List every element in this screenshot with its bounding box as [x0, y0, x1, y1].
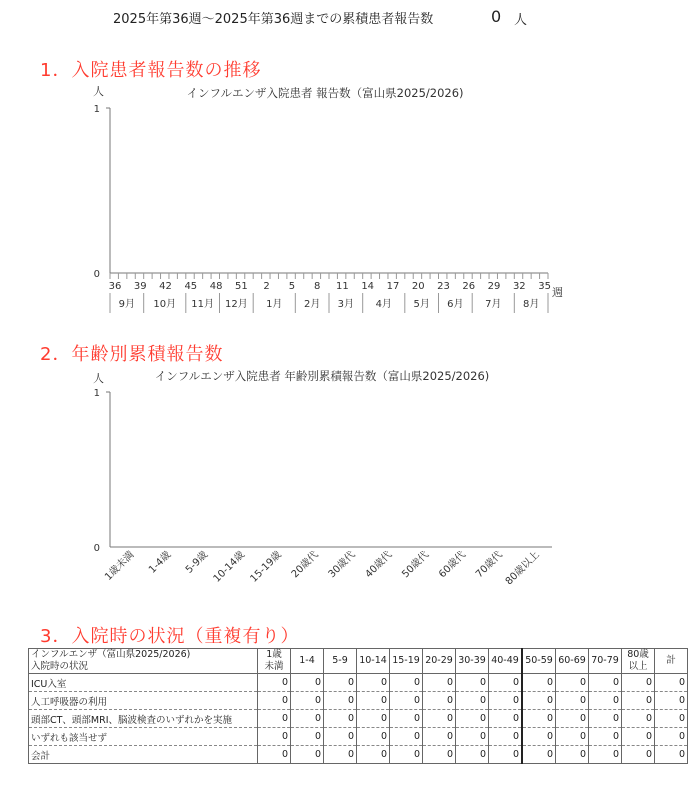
table-cell: 0 [655, 728, 688, 746]
chart1-week-label: 42 [159, 281, 172, 292]
table-cell: 0 [390, 674, 423, 692]
table-column-header: 1-4 [291, 649, 324, 674]
table-cell: 0 [423, 746, 456, 764]
row-label: ICU入室 [29, 674, 258, 692]
table-cell: 0 [324, 746, 357, 764]
chart2-category-label: 30歳代 [326, 549, 358, 581]
chart2-y-tick-label: 1 [93, 388, 100, 399]
table-cell: 0 [622, 692, 655, 710]
chart1-week-label: 36 [108, 281, 122, 292]
table-column-header: 5-9 [324, 649, 357, 674]
table-cell: 0 [556, 692, 589, 710]
chart1-month-label: 2月 [303, 299, 321, 310]
chart1-week-label: 20 [411, 281, 425, 292]
row-label: 人工呼吸器の利用 [29, 692, 258, 710]
table-cell: 0 [489, 746, 523, 764]
table-cell: 0 [423, 674, 456, 692]
table-subtitle: 入院時の状況 [31, 661, 89, 672]
table-cell: 0 [589, 728, 622, 746]
table-cell: 0 [522, 746, 556, 764]
chart2-category-label: 80歳以上 [503, 549, 542, 588]
chart2-category-label: 10-14歳 [211, 549, 248, 585]
table-cell: 0 [390, 728, 423, 746]
table-column-header: 80歳 以上 [622, 649, 655, 674]
chart2-category-label: 1歳未満 [103, 549, 137, 583]
chart1-month-label: 9月 [118, 299, 136, 310]
table-cell: 0 [489, 674, 523, 692]
table-cell: 0 [357, 674, 390, 692]
table-row [29, 674, 688, 692]
table-cell: 0 [522, 692, 556, 710]
table-title: インフルエンザ（富山県2025/2026) [31, 649, 191, 660]
table-column-header: 40-49 [489, 649, 523, 674]
summary-line [113, 7, 528, 28]
chart2-category-label: 15-19歳 [248, 549, 284, 585]
chart1-week-label: 39 [133, 281, 147, 292]
table-cell: 0 [456, 728, 489, 746]
table-cell: 0 [423, 728, 456, 746]
chart2-y-tick-label: 0 [93, 543, 100, 554]
table-column-header: 10-14 [357, 649, 390, 674]
table-cell: 0 [258, 728, 291, 746]
chart1-week-label: 35 [538, 281, 551, 292]
table-cell: 0 [390, 710, 423, 728]
chart2-category-label: 40歳代 [363, 549, 395, 581]
table-cell: 0 [258, 692, 291, 710]
table-row [29, 728, 688, 746]
table-cell: 0 [291, 674, 324, 692]
table-cell: 0 [589, 692, 622, 710]
table-cell: 0 [390, 746, 423, 764]
chart1-month-label: 5月 [413, 299, 430, 310]
table-cell: 0 [556, 746, 589, 764]
chart1-month-label: 3月 [337, 299, 355, 310]
chart1-month-label: 12月 [224, 299, 248, 310]
chart1-x-unit: 週 [552, 286, 563, 299]
table-cell: 0 [423, 710, 456, 728]
chart2-category-label: 5-9歳 [183, 549, 211, 576]
chart1-y-tick-label: 1 [93, 104, 100, 115]
chart2-category-label: 70歳代 [473, 549, 505, 581]
section3-heading: 3．入院時の状況（重複有り） [40, 626, 300, 647]
table-column-header: 20-29 [423, 649, 456, 674]
table-cell: 0 [291, 692, 324, 710]
table-cell: 0 [589, 746, 622, 764]
chart1-week-label: 32 [512, 281, 526, 292]
table-cell: 0 [556, 710, 589, 728]
table-row [29, 710, 688, 728]
chart1-month-label: 11月 [191, 299, 215, 310]
admission-status-table [28, 648, 688, 764]
table-cell: 0 [357, 746, 390, 764]
summary-text: 2025年第36週〜2025年第36週までの累積患者報告数 [113, 12, 434, 27]
chart1-month-label: 10月 [153, 299, 177, 310]
table-cell: 0 [622, 746, 655, 764]
table-cell: 0 [291, 746, 324, 764]
table-cell: 0 [456, 674, 489, 692]
chart1-title: インフルエンザ入院患者 報告数（富山県2025/2026) [186, 86, 464, 100]
table-cell: 0 [522, 710, 556, 728]
table-cell: 0 [456, 746, 489, 764]
table-cell: 0 [622, 674, 655, 692]
table-cell: 0 [489, 692, 523, 710]
table-cell: 0 [390, 692, 423, 710]
chart2-category-label: 20歳代 [289, 549, 321, 581]
table-cell: 0 [258, 710, 291, 728]
row-label: 会計 [29, 746, 258, 764]
chart1-month-label: 7月 [485, 299, 502, 310]
table-cell: 0 [258, 674, 291, 692]
weekly-admissions-chart [0, 80, 688, 320]
table-cell: 0 [489, 728, 523, 746]
table-cell: 0 [324, 674, 357, 692]
chart1-week-label: 23 [437, 281, 450, 292]
table-cell: 0 [522, 674, 556, 692]
table-cell: 0 [357, 692, 390, 710]
chart1-week-label: 17 [386, 281, 400, 292]
summary-count: 0 [491, 7, 502, 26]
table-cell: 0 [423, 692, 456, 710]
chart2-category-label: 60歳代 [437, 549, 469, 581]
table-cell: 0 [556, 728, 589, 746]
chart1-week-label: 5 [288, 281, 296, 292]
chart1-y-tick-label: 0 [93, 269, 100, 280]
chart2-title: インフルエンザ入院患者 年齢別累積報告数（富山県2025/2026) [154, 369, 490, 383]
chart1-month-label: 1月 [266, 299, 283, 310]
chart1-week-label: 14 [361, 281, 375, 292]
age-group-chart [0, 362, 688, 610]
chart1-week-label: 45 [184, 281, 198, 292]
chart1-month-label: 4月 [375, 299, 392, 310]
table-cell: 0 [655, 746, 688, 764]
table-column-header: 60-69 [556, 649, 589, 674]
chart1-week-label: 26 [462, 281, 476, 292]
table-column-header: 計 [655, 649, 688, 674]
table-row [29, 746, 688, 764]
table-cell: 0 [589, 710, 622, 728]
section2-heading: 2．年齢別累積報告数 [40, 344, 224, 365]
table-cell: 0 [291, 710, 324, 728]
chart1-week-label: 11 [336, 281, 349, 292]
chart1-week-label: 48 [209, 281, 223, 292]
table-cell: 0 [589, 674, 622, 692]
table-cell: 0 [258, 746, 291, 764]
table-cell: 0 [622, 728, 655, 746]
table-column-header: 30-39 [456, 649, 489, 674]
table-cell: 0 [655, 692, 688, 710]
table-cell: 0 [622, 710, 655, 728]
table-cell: 0 [489, 710, 523, 728]
table-cell: 0 [324, 710, 357, 728]
table-cell: 0 [357, 710, 390, 728]
row-label: 頭部CT、頭部MRI、脳波検査のいずれかを実施 [29, 710, 258, 728]
table-cell: 0 [324, 728, 357, 746]
chart1-week-label: 29 [487, 281, 501, 292]
row-label: いずれも該当せず [29, 728, 258, 746]
table-cell: 0 [324, 692, 357, 710]
table-cell: 0 [556, 674, 589, 692]
chart1-week-label: 8 [313, 281, 321, 292]
table-cell: 0 [456, 710, 489, 728]
table-column-header: 15-19 [390, 649, 423, 674]
table-column-header: 70-79 [589, 649, 622, 674]
chart2-y-unit: 人 [93, 372, 104, 385]
summary-unit: 人 [514, 13, 528, 28]
table-cell: 0 [522, 728, 556, 746]
chart2-category-label: 50歳代 [400, 549, 432, 581]
table-cell: 0 [291, 728, 324, 746]
table-cell: 0 [456, 692, 489, 710]
chart1-month-label: 6月 [447, 299, 464, 310]
chart2-category-label: 1-4歳 [146, 549, 174, 576]
table-cell: 0 [655, 674, 688, 692]
table-cell: 0 [357, 728, 390, 746]
table-row [29, 692, 688, 710]
table-column-header: 1歳 未満 [258, 649, 291, 674]
chart1-week-label: 2 [263, 281, 270, 292]
chart1-week-label: 51 [234, 281, 248, 292]
table-column-header: 50-59 [522, 649, 556, 674]
chart1-month-label: 8月 [522, 299, 540, 310]
chart1-y-unit: 人 [93, 85, 104, 98]
table-title-cell [29, 649, 258, 674]
section1-heading: 1．入院患者報告数の推移 [40, 60, 262, 81]
table-cell: 0 [655, 710, 688, 728]
